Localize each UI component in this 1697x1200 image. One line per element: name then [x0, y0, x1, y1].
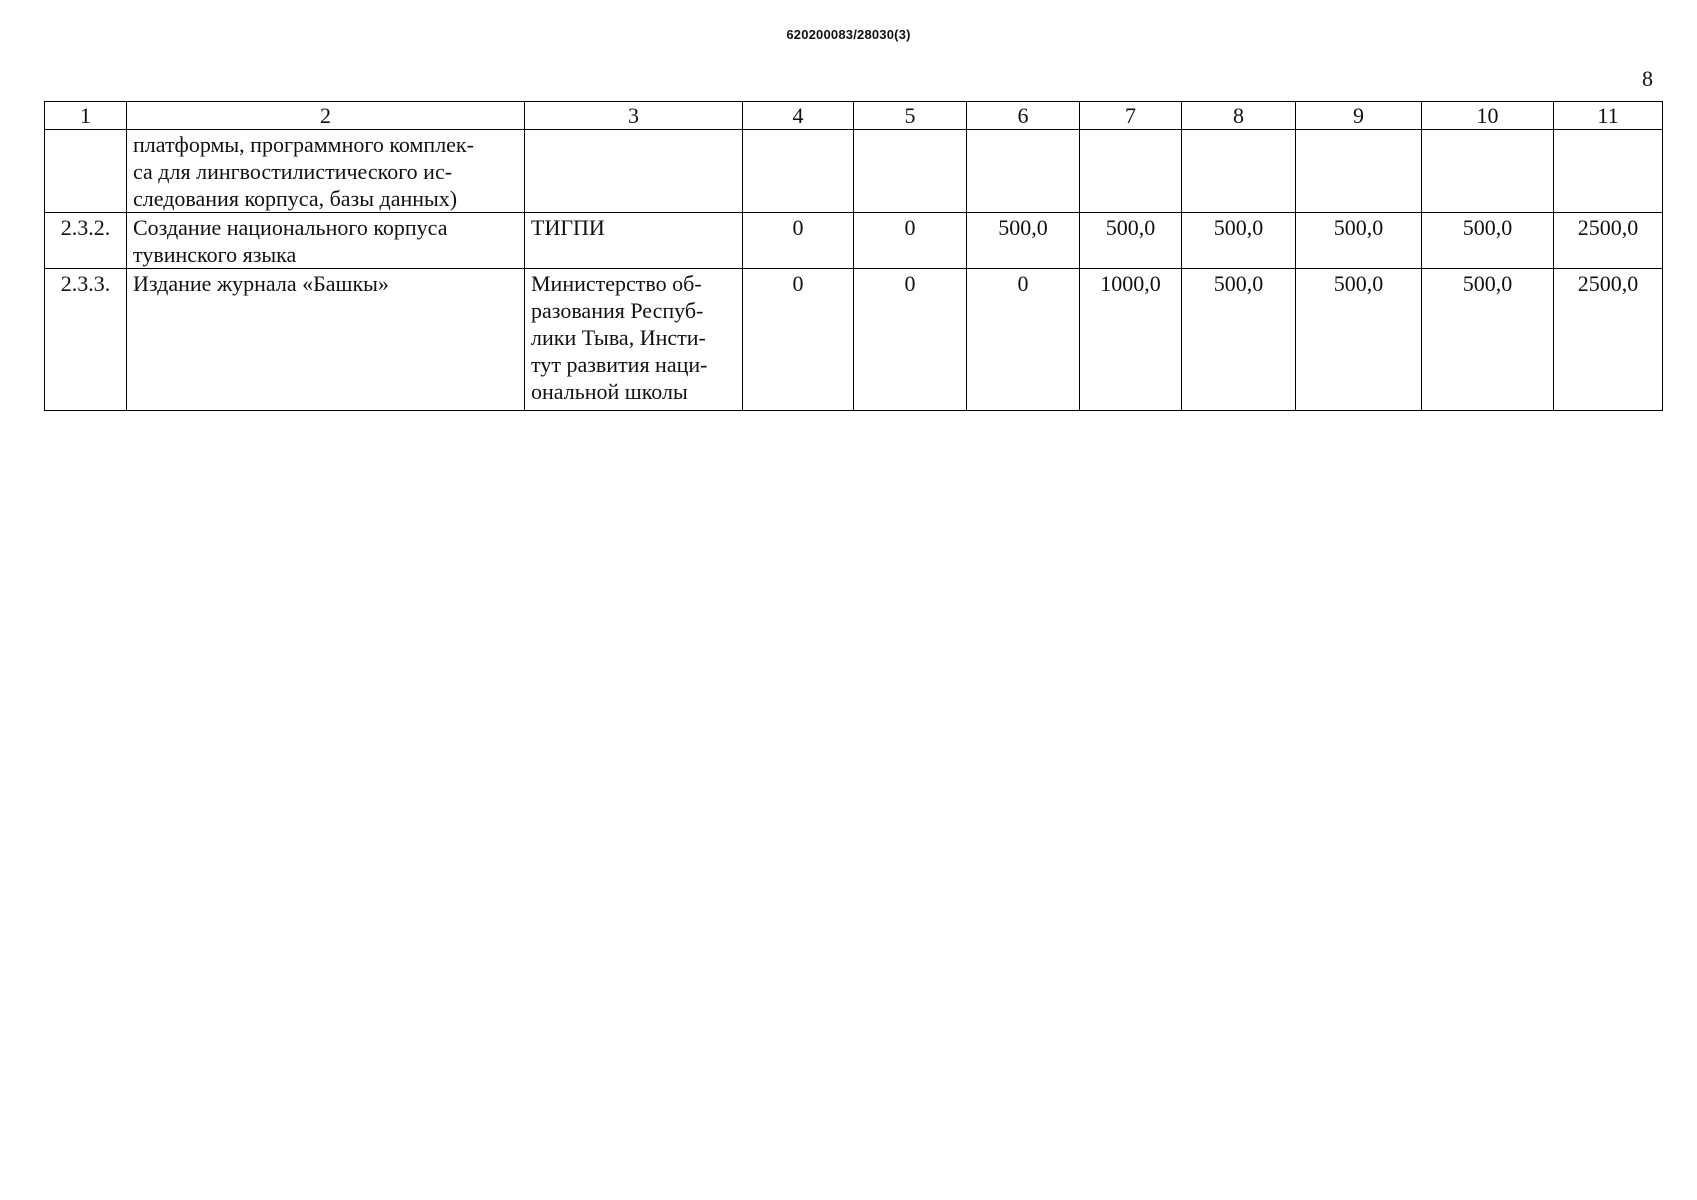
row-executor-line: ТИГПИ	[531, 215, 605, 240]
row-value-col9: 500,0	[1296, 269, 1422, 411]
column-number: 8	[1182, 102, 1296, 130]
row-index: 2.3.2.	[45, 213, 127, 269]
row-executor	[525, 213, 743, 269]
row-value-col10: 500,0	[1422, 269, 1554, 411]
page-number: 8	[1642, 66, 1653, 91]
row-value-col8	[1182, 130, 1296, 213]
row-value-col6: 500,0	[967, 213, 1080, 269]
row-value-col4	[743, 130, 854, 213]
row-executor-line: ональной школы	[531, 379, 688, 404]
row-value-col10: 500,0	[1422, 213, 1554, 269]
table-row	[45, 213, 1663, 269]
row-executor	[525, 130, 743, 213]
column-number: 2	[127, 102, 525, 130]
column-number: 11	[1554, 102, 1663, 130]
column-number: 1	[45, 102, 127, 130]
row-value-col11: 2500,0	[1554, 269, 1663, 411]
row-value-col5: 0	[854, 269, 967, 411]
row-name-line: тувинского языка	[133, 242, 297, 267]
row-name-line: Создание национального корпуса	[133, 215, 448, 240]
row-value-col11: 2500,0	[1554, 213, 1663, 269]
column-number: 6	[967, 102, 1080, 130]
row-value-col6	[967, 130, 1080, 213]
row-name	[127, 213, 525, 269]
column-number: 3	[525, 102, 743, 130]
row-name	[127, 269, 525, 411]
row-value-col7: 500,0	[1080, 213, 1182, 269]
column-number: 7	[1080, 102, 1182, 130]
row-name-line: платформы, программного комплек-	[133, 132, 474, 157]
row-name-line: следования корпуса, базы данных)	[133, 186, 458, 211]
column-number: 5	[854, 102, 967, 130]
row-value-col8: 500,0	[1182, 213, 1296, 269]
column-number: 9	[1296, 102, 1422, 130]
column-number: 4	[743, 102, 854, 130]
row-value-col10	[1422, 130, 1554, 213]
row-value-col7: 1000,0	[1080, 269, 1182, 411]
row-index: 2.3.3.	[45, 269, 127, 411]
row-value-col9	[1296, 130, 1422, 213]
column-number-row	[45, 102, 1663, 130]
row-value-col4: 0	[743, 213, 854, 269]
row-value-col8: 500,0	[1182, 269, 1296, 411]
row-value-col11	[1554, 130, 1663, 213]
row-executor-line: лики Тыва, Инсти-	[531, 325, 706, 350]
row-name-line: са для лингвостилистического ис-	[133, 159, 453, 184]
row-value-col6: 0	[967, 269, 1080, 411]
row-value-col4: 0	[743, 269, 854, 411]
row-executor	[525, 269, 743, 411]
row-value-col5: 0	[854, 213, 967, 269]
row-name	[127, 130, 525, 213]
row-value-col7	[1080, 130, 1182, 213]
row-name-line: Издание журнала «Башкы»	[133, 271, 389, 296]
data-table	[44, 101, 1663, 411]
row-index	[45, 130, 127, 213]
row-value-col9: 500,0	[1296, 213, 1422, 269]
row-executor-line: тут развития наци-	[531, 352, 708, 377]
column-number: 10	[1422, 102, 1554, 130]
row-value-col5	[854, 130, 967, 213]
table-row	[45, 269, 1663, 411]
row-executor-line: разования Респуб-	[531, 298, 704, 323]
table-row	[45, 130, 1663, 213]
document-id: 620200083/28030(3)	[786, 27, 911, 42]
row-executor-line: Министерство об-	[531, 271, 702, 296]
